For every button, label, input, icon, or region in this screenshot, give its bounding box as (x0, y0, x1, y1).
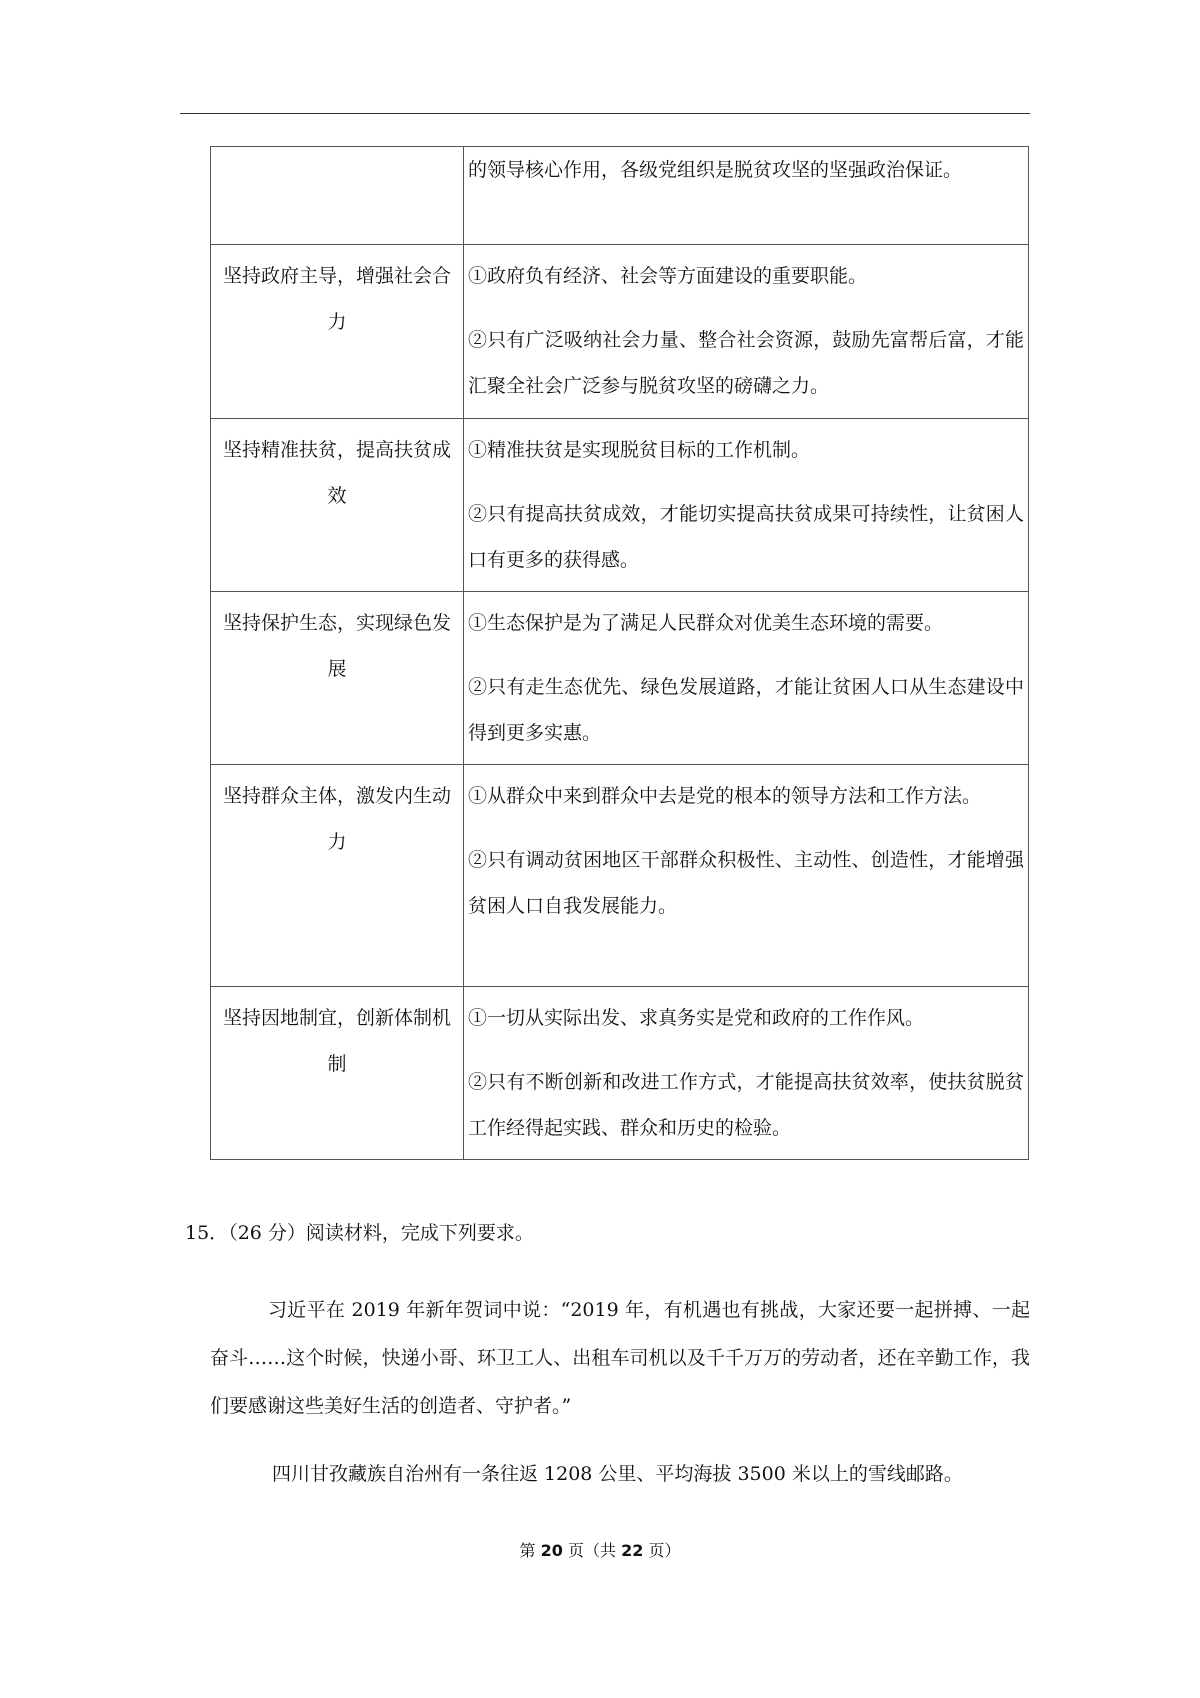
table-row (211, 592, 1029, 765)
description-point: ①生态保护是为了满足人民群众对优美生态环境的需要。 (468, 612, 944, 634)
category-cell (211, 765, 464, 987)
category-cell (211, 419, 464, 592)
question-instruction: 阅读材料，完成下列要求。 (305, 1222, 534, 1244)
category-text: 坚持群众主体，激发内生动力 (222, 785, 451, 853)
table-row (211, 419, 1029, 592)
description-point: ①从群众中来到群众中去是党的根本的领导方法和工作方法。 (468, 785, 982, 807)
description-point: ①一切从实际出发、求真务实是党和政府的工作作风。 (468, 1007, 925, 1029)
footer-total-pages: 22 (621, 1541, 644, 1560)
description-point: ②只有走生态优先、绿色发展道路，才能让贫困人口从生态建设中得到更多实惠。 (468, 676, 1024, 744)
footer-page-number: 20 (540, 1541, 563, 1560)
description-cell (464, 147, 1029, 245)
page-footer (0, 1538, 1200, 1561)
description-cell (464, 245, 1029, 419)
material-paragraph: 四川甘孜藏族自治州有一条往返 1208 公里、平均海拔 3500 米以上的雪线邮路。 (272, 1463, 963, 1485)
question-header (185, 1213, 534, 1253)
description-cell (464, 592, 1029, 765)
category-cell (211, 147, 464, 245)
policy-table (210, 146, 1029, 1160)
footer-prefix: 第 (519, 1541, 536, 1560)
description-cell (464, 987, 1029, 1160)
table-row (211, 765, 1029, 987)
category-text: 坚持保护生态，实现绿色发展 (222, 612, 451, 680)
table-row (211, 987, 1029, 1160)
category-text: 坚持政府主导，增强社会合力 (222, 265, 451, 333)
footer-suffix: 页） (648, 1541, 681, 1560)
description-point: ①政府负有经济、社会等方面建设的重要职能。 (468, 265, 868, 287)
category-text: 坚持因地制宜，创新体制机制 (222, 1007, 451, 1075)
description-cell (464, 765, 1029, 987)
category-cell (211, 987, 464, 1160)
description-cell (464, 419, 1029, 592)
description-point: ②只有提高扶贫成效，才能切实提高扶贫成果可持续性，让贫困人口有更多的获得感。 (468, 503, 1024, 571)
description-point: 的领导核心作用，各级党组织是脱贫攻坚的坚强政治保证。 (468, 159, 963, 181)
category-text: 坚持精准扶贫，提高扶贫成效 (222, 439, 451, 507)
category-cell (211, 592, 464, 765)
description-point: ②只有广泛吸纳社会力量、整合社会资源，鼓励先富帮后富，才能汇聚全社会广泛参与脱贫攻坚的磅礴之力。 (468, 329, 1024, 397)
table-row (211, 147, 1029, 245)
description-point: ①精准扶贫是实现脱贫目标的工作机制。 (468, 439, 811, 461)
footer-middle: 页（共 (567, 1541, 616, 1560)
material-paragraph: 习近平在 2019 年新年贺词中说：“2019 年，有机遇也有挑战，大家还要一起拼搏、一起奋斗……这个时候，快递小哥、环卫工人、出租车司机以及千千万万的劳动者，还在辛勤工作，我们要感谢这些美好生活的创造者、守护者。” (210, 1299, 1030, 1417)
question-number: 15． (185, 1222, 229, 1244)
category-cell (211, 245, 464, 419)
description-point: ②只有调动贫困地区干部群众积极性、主动性、创造性，才能增强贫困人口自我发展能力。 (468, 849, 1024, 917)
description-point: ②只有不断创新和改进工作方式，才能提高扶贫效率，使扶贫脱贫工作经得起实践、群众和历史的检验。 (468, 1071, 1024, 1139)
question-score: （26 分） (228, 1222, 306, 1244)
table-row (211, 245, 1029, 419)
header-rule (180, 113, 1030, 114)
